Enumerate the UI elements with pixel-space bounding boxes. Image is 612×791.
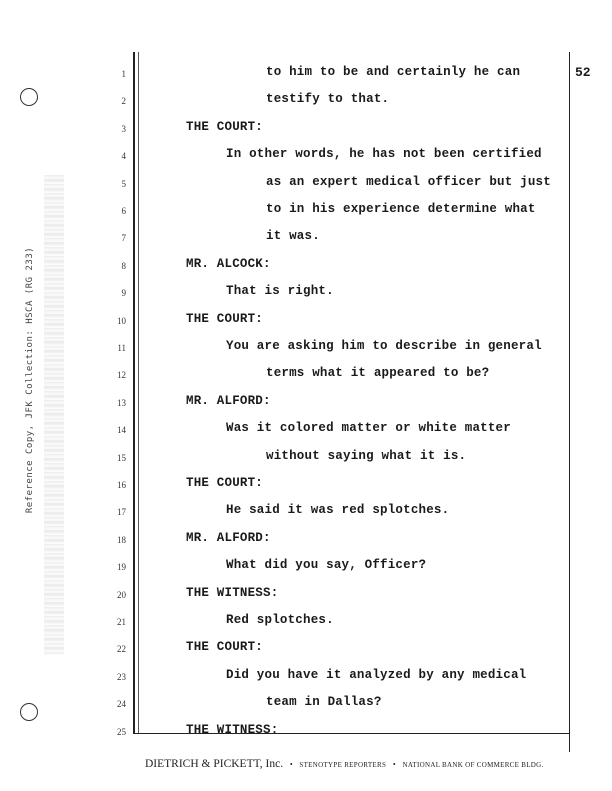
line-number: 10	[117, 315, 126, 326]
footer-service: STENOTYPE REPORTERS	[299, 761, 387, 769]
margin-rule-right	[569, 52, 570, 752]
archive-reference-text: Reference Copy, JFK Collection: HSCA (RG 233)	[25, 246, 35, 514]
line-number: 17	[117, 507, 126, 518]
line-number: 11	[117, 343, 126, 353]
transcript-line: THE COURT:	[186, 311, 264, 326]
line-number: 9	[121, 288, 126, 299]
line-number: 4	[121, 151, 126, 162]
line-number: 20	[117, 589, 126, 600]
line-number: 7	[121, 233, 126, 244]
transcript-line: to him to be and certainly he can	[266, 65, 521, 79]
line-number: 2	[121, 96, 126, 107]
footer-separator: •	[392, 760, 396, 769]
line-number: 12	[117, 370, 126, 381]
footer-separator: •	[289, 760, 293, 769]
line-number: 6	[121, 206, 126, 216]
transcript-line: it was.	[266, 229, 320, 244]
footer-firm: DIETRICH & PICKETT, Inc.	[145, 758, 284, 770]
transcript-line: MR. ALCOCK:	[186, 256, 271, 271]
page-number: 52	[575, 65, 591, 80]
transcript-line: as an expert medical officer but just	[266, 174, 551, 189]
line-number: 5	[121, 178, 126, 189]
transcript-line: MR. ALFORD:	[186, 393, 271, 408]
transcript-line: Did you have it analyzed by any medical	[226, 667, 527, 682]
transcript-line: You are asking him to describe in general	[226, 339, 542, 353]
line-number: 18	[117, 534, 126, 545]
transcript-line: to in his experience determine what	[266, 202, 536, 216]
line-number: 13	[117, 397, 126, 408]
transcript-line: THE COURT:	[186, 476, 264, 490]
line-number: 21	[117, 617, 126, 627]
transcript-line: In other words, he has not been certified	[226, 147, 542, 162]
margin-rule-left-inner	[138, 52, 139, 734]
footer-address: NATIONAL BANK OF COMMERCE BLDG.	[402, 761, 544, 769]
binder-hole-top	[20, 88, 38, 106]
line-number: 3	[121, 123, 126, 134]
transcript-line: without saying what it is.	[266, 448, 467, 463]
transcript-line: testify to that.	[266, 92, 390, 107]
transcript-line: team in Dallas?	[266, 695, 382, 710]
transcript-line: THE WITNESS:	[186, 585, 279, 600]
transcript-line: THE COURT:	[186, 640, 264, 655]
transcript-line: terms what it appeared to be?	[266, 366, 490, 381]
transcript-line: That is right.	[226, 284, 334, 299]
transcript-line: What did you say, Officer?	[226, 558, 427, 573]
line-number: 14	[117, 425, 126, 436]
line-number: 8	[121, 260, 126, 271]
transcript-line: Was it colored matter or white matter	[226, 421, 511, 436]
line-number: 16	[117, 480, 126, 490]
margin-rule-left	[133, 52, 135, 734]
transcript-line: He said it was red splotches.	[226, 503, 450, 518]
archive-reference-note	[18, 180, 42, 580]
transcript-line: THE COURT:	[186, 119, 264, 134]
line-number: 1	[121, 69, 126, 79]
transcript-line: MR. ALFORD:	[186, 530, 271, 545]
transcript-line: Red splotches.	[226, 613, 334, 627]
line-number: 19	[117, 562, 126, 573]
scan-smudge	[44, 175, 64, 655]
line-number: 24	[117, 699, 126, 710]
line-number: 23	[117, 671, 126, 682]
line-number: 25	[117, 726, 126, 737]
transcript-line: THE WITNESS:	[186, 722, 279, 737]
binder-hole-bottom	[20, 703, 38, 721]
line-number: 22	[117, 644, 126, 655]
reporter-footer	[145, 758, 544, 770]
line-number: 15	[117, 452, 126, 463]
